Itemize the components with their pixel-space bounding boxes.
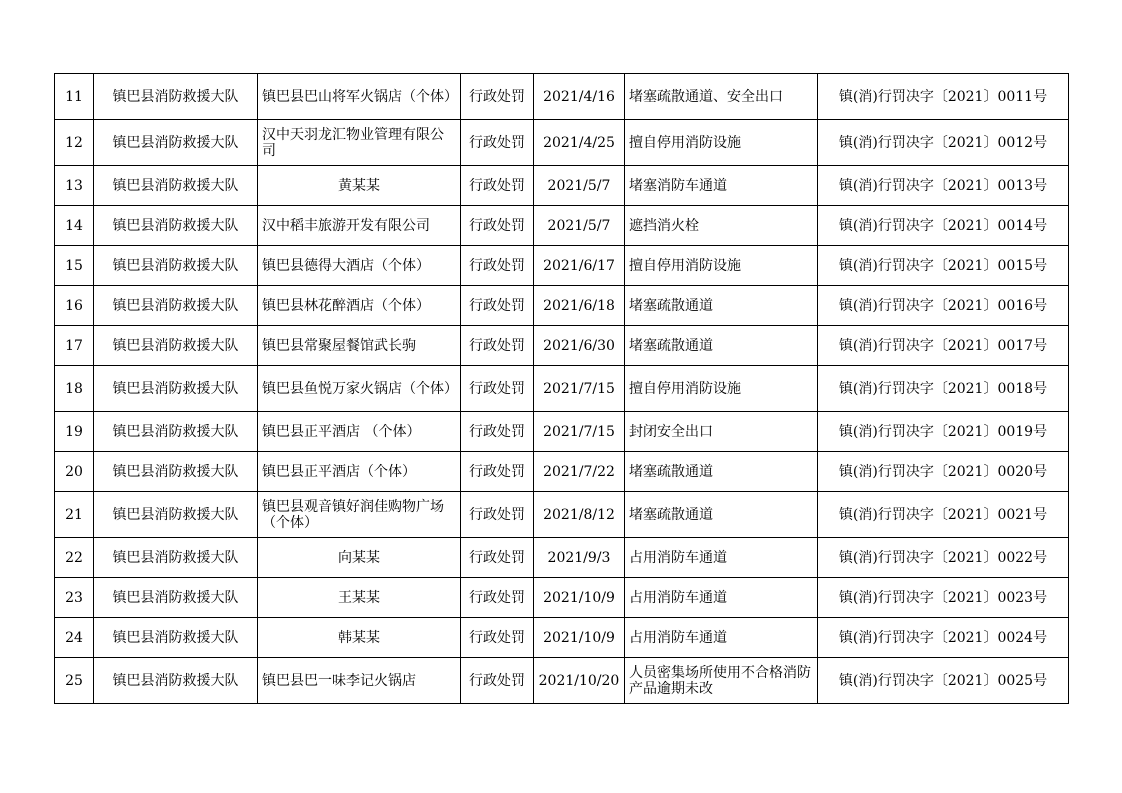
cell-document-number: 镇(消)行罚决字〔2021〕0023号	[818, 578, 1069, 618]
cell-action-type: 行政处罚	[461, 578, 534, 618]
cell-decision-date: 2021/10/9	[534, 618, 625, 658]
cell-number: 15	[55, 246, 94, 286]
cell-penalized-party: 汉中稻丰旅游开发有限公司	[258, 206, 461, 246]
cell-penalized-party: 镇巴县观音镇好润佳购物广场（个体）	[258, 492, 461, 538]
table-row	[55, 120, 1069, 166]
cell-penalized-party: 镇巴县常聚屋餐馆武长驹	[258, 326, 461, 366]
cell-document-number: 镇(消)行罚决字〔2021〕0020号	[818, 452, 1069, 492]
cell-penalized-party: 镇巴县巴一味李记火锅店	[258, 658, 461, 704]
cell-violation: 擅自停用消防设施	[625, 246, 818, 286]
table-row	[55, 412, 1069, 452]
cell-penalized-party: 镇巴县正平酒店（个体）	[258, 452, 461, 492]
cell-enforcement-unit: 镇巴县消防救援大队	[94, 366, 258, 412]
cell-number: 12	[55, 120, 94, 166]
cell-violation: 堵塞疏散通道	[625, 492, 818, 538]
cell-number: 21	[55, 492, 94, 538]
cell-decision-date: 2021/8/12	[534, 492, 625, 538]
table-row	[55, 166, 1069, 206]
cell-document-number: 镇(消)行罚决字〔2021〕0025号	[818, 658, 1069, 704]
table-row	[55, 618, 1069, 658]
cell-document-number: 镇(消)行罚决字〔2021〕0013号	[818, 166, 1069, 206]
table-row	[55, 492, 1069, 538]
cell-violation: 堵塞疏散通道	[625, 286, 818, 326]
cell-document-number: 镇(消)行罚决字〔2021〕0017号	[818, 326, 1069, 366]
table-row	[55, 206, 1069, 246]
cell-enforcement-unit: 镇巴县消防救援大队	[94, 538, 258, 578]
cell-decision-date: 2021/10/9	[534, 578, 625, 618]
cell-decision-date: 2021/7/15	[534, 366, 625, 412]
penalty-table	[54, 73, 1069, 704]
cell-action-type: 行政处罚	[461, 452, 534, 492]
cell-penalized-party: 镇巴县正平酒店 （个体）	[258, 412, 461, 452]
cell-action-type: 行政处罚	[461, 618, 534, 658]
cell-enforcement-unit: 镇巴县消防救援大队	[94, 166, 258, 206]
table-row	[55, 452, 1069, 492]
cell-enforcement-unit: 镇巴县消防救援大队	[94, 246, 258, 286]
cell-enforcement-unit: 镇巴县消防救援大队	[94, 412, 258, 452]
cell-penalized-party: 向某某	[258, 538, 461, 578]
cell-penalized-party: 黄某某	[258, 166, 461, 206]
cell-violation: 堵塞疏散通道	[625, 326, 818, 366]
cell-action-type: 行政处罚	[461, 412, 534, 452]
cell-penalized-party: 镇巴县林花醉酒店（个体）	[258, 286, 461, 326]
cell-document-number: 镇(消)行罚决字〔2021〕0014号	[818, 206, 1069, 246]
table-row	[55, 74, 1069, 120]
cell-violation: 占用消防车通道	[625, 538, 818, 578]
cell-number: 22	[55, 538, 94, 578]
cell-action-type: 行政处罚	[461, 206, 534, 246]
table-row	[55, 366, 1069, 412]
cell-number: 11	[55, 74, 94, 120]
cell-violation: 占用消防车通道	[625, 618, 818, 658]
cell-violation: 人员密集场所使用不合格消防产品逾期未改	[625, 658, 818, 704]
cell-action-type: 行政处罚	[461, 492, 534, 538]
cell-penalized-party: 韩某某	[258, 618, 461, 658]
cell-decision-date: 2021/4/25	[534, 120, 625, 166]
table-row	[55, 578, 1069, 618]
cell-decision-date: 2021/6/30	[534, 326, 625, 366]
cell-action-type: 行政处罚	[461, 246, 534, 286]
table-row	[55, 286, 1069, 326]
cell-penalized-party: 镇巴县德得大酒店（个体）	[258, 246, 461, 286]
cell-number: 17	[55, 326, 94, 366]
cell-action-type: 行政处罚	[461, 166, 534, 206]
cell-enforcement-unit: 镇巴县消防救援大队	[94, 578, 258, 618]
cell-enforcement-unit: 镇巴县消防救援大队	[94, 326, 258, 366]
cell-action-type: 行政处罚	[461, 120, 534, 166]
cell-number: 13	[55, 166, 94, 206]
cell-document-number: 镇(消)行罚决字〔2021〕0021号	[818, 492, 1069, 538]
cell-decision-date: 2021/7/22	[534, 452, 625, 492]
cell-violation: 擅自停用消防设施	[625, 366, 818, 412]
cell-enforcement-unit: 镇巴县消防救援大队	[94, 120, 258, 166]
cell-document-number: 镇(消)行罚决字〔2021〕0012号	[818, 120, 1069, 166]
cell-document-number: 镇(消)行罚决字〔2021〕0011号	[818, 74, 1069, 120]
cell-violation: 堵塞疏散通道	[625, 452, 818, 492]
cell-number: 14	[55, 206, 94, 246]
cell-number: 25	[55, 658, 94, 704]
table-row	[55, 538, 1069, 578]
cell-number: 23	[55, 578, 94, 618]
cell-violation: 擅自停用消防设施	[625, 120, 818, 166]
cell-document-number: 镇(消)行罚决字〔2021〕0019号	[818, 412, 1069, 452]
cell-action-type: 行政处罚	[461, 74, 534, 120]
cell-decision-date: 2021/10/20	[534, 658, 625, 704]
cell-violation: 遮挡消火栓	[625, 206, 818, 246]
cell-penalized-party: 王某某	[258, 578, 461, 618]
cell-number: 20	[55, 452, 94, 492]
cell-violation: 堵塞消防车通道	[625, 166, 818, 206]
table-row	[55, 326, 1069, 366]
cell-number: 19	[55, 412, 94, 452]
cell-penalized-party: 镇巴县巴山将军火锅店（个体）	[258, 74, 461, 120]
cell-decision-date: 2021/5/7	[534, 166, 625, 206]
cell-penalized-party: 镇巴县鱼悦万家火锅店（个体）	[258, 366, 461, 412]
cell-action-type: 行政处罚	[461, 286, 534, 326]
cell-decision-date: 2021/5/7	[534, 206, 625, 246]
cell-document-number: 镇(消)行罚决字〔2021〕0024号	[818, 618, 1069, 658]
table-row	[55, 246, 1069, 286]
cell-violation: 占用消防车通道	[625, 578, 818, 618]
cell-action-type: 行政处罚	[461, 366, 534, 412]
cell-violation: 封闭安全出口	[625, 412, 818, 452]
cell-number: 16	[55, 286, 94, 326]
cell-number: 24	[55, 618, 94, 658]
table-row	[55, 658, 1069, 704]
cell-action-type: 行政处罚	[461, 326, 534, 366]
cell-enforcement-unit: 镇巴县消防救援大队	[94, 658, 258, 704]
cell-enforcement-unit: 镇巴县消防救援大队	[94, 206, 258, 246]
penalty-table-body	[55, 74, 1069, 704]
cell-document-number: 镇(消)行罚决字〔2021〕0018号	[818, 366, 1069, 412]
cell-enforcement-unit: 镇巴县消防救援大队	[94, 74, 258, 120]
cell-penalized-party: 汉中天羽龙汇物业管理有限公司	[258, 120, 461, 166]
cell-number: 18	[55, 366, 94, 412]
cell-document-number: 镇(消)行罚决字〔2021〕0015号	[818, 246, 1069, 286]
cell-document-number: 镇(消)行罚决字〔2021〕0022号	[818, 538, 1069, 578]
cell-decision-date: 2021/7/15	[534, 412, 625, 452]
cell-enforcement-unit: 镇巴县消防救援大队	[94, 452, 258, 492]
cell-decision-date: 2021/6/17	[534, 246, 625, 286]
cell-enforcement-unit: 镇巴县消防救援大队	[94, 492, 258, 538]
cell-decision-date: 2021/9/3	[534, 538, 625, 578]
cell-action-type: 行政处罚	[461, 538, 534, 578]
cell-violation: 堵塞疏散通道、安全出口	[625, 74, 818, 120]
cell-document-number: 镇(消)行罚决字〔2021〕0016号	[818, 286, 1069, 326]
cell-decision-date: 2021/6/18	[534, 286, 625, 326]
cell-action-type: 行政处罚	[461, 658, 534, 704]
cell-enforcement-unit: 镇巴县消防救援大队	[94, 618, 258, 658]
cell-enforcement-unit: 镇巴县消防救援大队	[94, 286, 258, 326]
cell-decision-date: 2021/4/16	[534, 74, 625, 120]
